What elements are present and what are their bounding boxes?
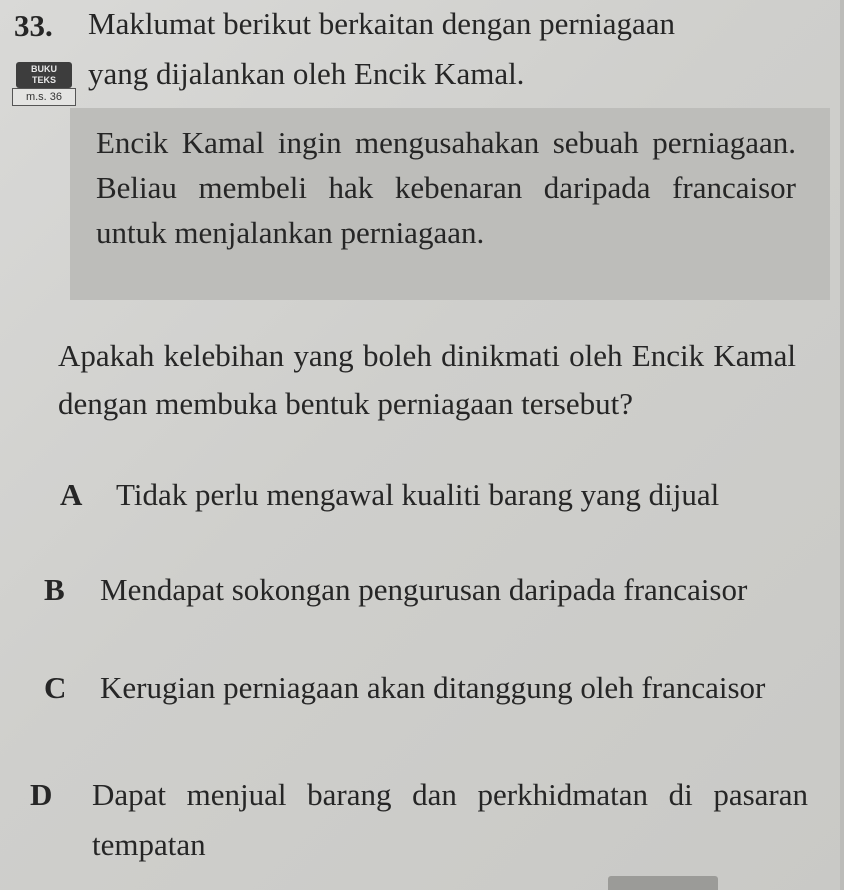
option-b[interactable] bbox=[44, 565, 804, 665]
page-edge-divider bbox=[840, 0, 844, 890]
option-text: Tidak perlu mengawal kualiti barang yang dijual bbox=[116, 477, 720, 512]
question-stem-line-2: yang dijalankan oleh Encik Kamal. bbox=[88, 56, 525, 91]
option-text: Kerugian perniagaan akan ditanggung oleh francaisor bbox=[100, 670, 766, 705]
option-d[interactable] bbox=[30, 770, 810, 870]
badge-label-line-2: TEKS bbox=[31, 75, 56, 85]
option-letter: B bbox=[44, 572, 65, 607]
question-number: 33. bbox=[14, 8, 53, 43]
badge-label-line-1: BUKU bbox=[31, 64, 57, 74]
bottom-page-mark bbox=[608, 876, 718, 890]
option-letter: C bbox=[44, 670, 67, 705]
question-prompt: Apakah kelebihan yang boleh dinikmati oleh Encik Kamal dengan membuka bentuk perniagaan tersebut? bbox=[58, 338, 796, 421]
option-a[interactable] bbox=[60, 470, 800, 570]
question-stem-line-1: Maklumat berikut berkaitan dengan perniagaan bbox=[88, 6, 676, 41]
scenario-text: Encik Kamal ingin mengusahakan sebuah perniagaan. Beliau membeli hak kebenaran daripada francaisor untuk menjalankan perniagaan. bbox=[96, 125, 796, 250]
badge-label bbox=[16, 62, 72, 88]
option-text: Dapat menjual barang dan perkhidmatan di pasaran tempatan bbox=[92, 777, 808, 862]
textbook-reference-badge bbox=[12, 62, 76, 108]
option-text: Mendapat sokongan pengurusan daripada francaisor bbox=[100, 572, 748, 607]
option-letter: D bbox=[30, 777, 53, 812]
option-c[interactable] bbox=[44, 663, 814, 763]
option-letter: A bbox=[60, 477, 83, 512]
badge-page-reference: m.s. 36 bbox=[12, 88, 76, 106]
